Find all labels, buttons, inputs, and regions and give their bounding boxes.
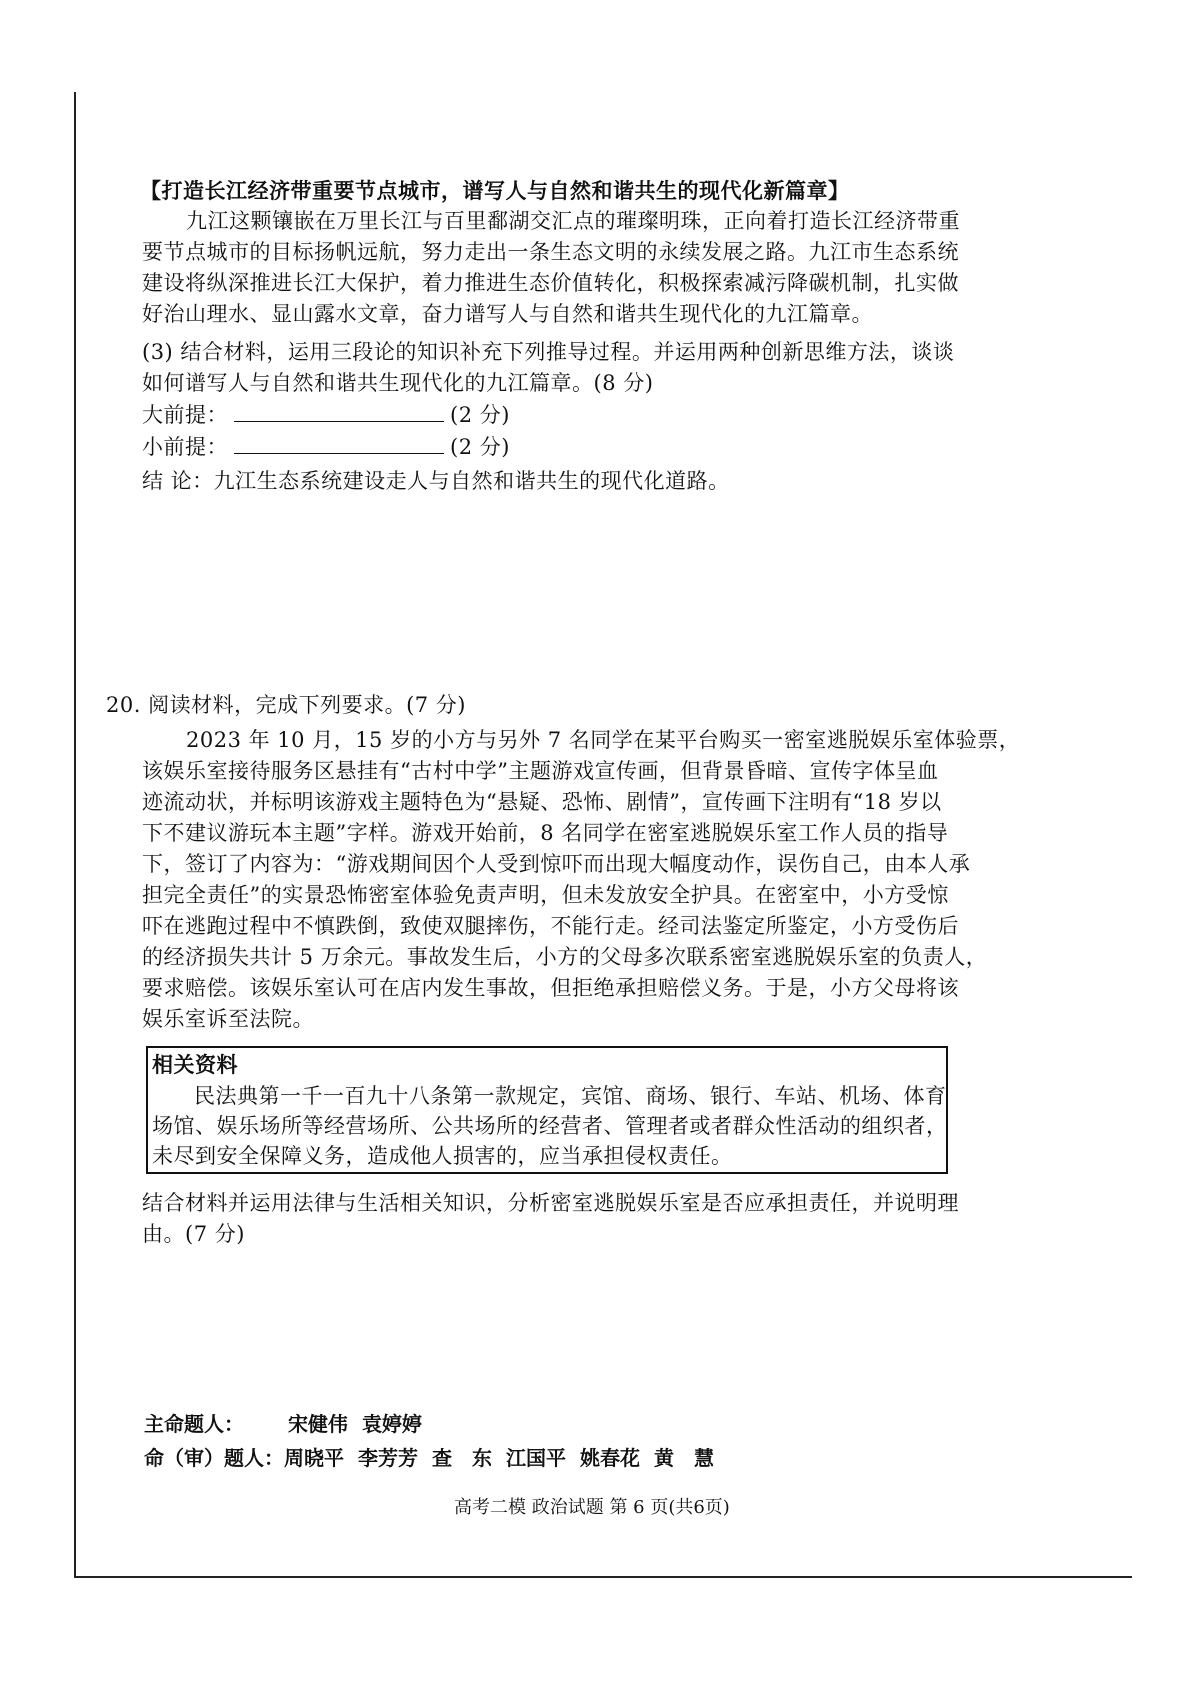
q20-para-line: 要求赔偿。该娱乐室认可在店内发生事故，但拒绝承担赔偿义务。于是，小方父母将该 xyxy=(142,976,959,1000)
review-author-name: 黄 慧 xyxy=(654,1446,714,1470)
page-left-border xyxy=(74,92,76,1578)
conclusion: 结 论：九江生态系统建设走人与自然和谐共生的现代化道路。 xyxy=(142,469,730,493)
question-3-line: 如何谱写人与自然和谐共生现代化的九江篇章。(8 分) xyxy=(142,371,654,395)
q20-para-line: 下，签订了内容为：“游戏期间因个人受到惊吓而出现大幅度动作，误伤自己，由本人承 xyxy=(142,852,971,876)
related-materials-title: 相关资料 xyxy=(152,1052,238,1077)
review-author-label: 命（审）题人： xyxy=(144,1446,284,1470)
q20-para-line: 迹流动状，并标明该游戏主题特色为“悬疑、恐怖、剧情”，宣传画下注明有“18 岁以 xyxy=(142,790,942,814)
review-author-name: 姚春花 xyxy=(580,1446,640,1470)
q20-para-line: 吓在逃跑过程中不慎跌倒，致使双腿摔伤，不能行走。经司法鉴定所鉴定，小方受伤后 xyxy=(142,914,959,938)
page-bottom-border xyxy=(74,1576,1132,1578)
chief-author-name: 宋健伟 xyxy=(287,1412,348,1436)
q20-para-line: 娱乐室诉至法院。 xyxy=(142,1007,314,1031)
review-author-name: 江国平 xyxy=(506,1446,566,1470)
major-premise xyxy=(142,400,510,430)
related-materials-line: 民法典第一千一百九十八条第一款规定，宾馆、商场、银行、车站、机场、体育 xyxy=(194,1084,947,1108)
related-materials-line: 场馆、娱乐场所等经营场所、公共场所的经营者、管理者或者群众性活动的组织者， xyxy=(152,1114,948,1138)
review-author-name: 周晓平 xyxy=(284,1446,344,1470)
question-20-heading: 20. 阅读材料，完成下列要求。(7 分) xyxy=(106,693,466,717)
related-materials-line: 未尽到安全保障义务，造成他人损害的，应当承担侵权责任。 xyxy=(152,1144,733,1168)
chief-author-label: 主命题人： xyxy=(144,1412,244,1436)
intro-line: 九江这颗镶嵌在万里长江与百里鄱湖交汇点的璀璨明珠，正向着打造长江经济带重 xyxy=(186,209,960,233)
major-premise-score: (2 分) xyxy=(450,403,510,427)
minor-premise-blank xyxy=(234,433,444,454)
major-premise-label: 大前提： xyxy=(142,403,228,427)
q20-para-line: 下不建议游玩本主题”字样。游戏开始前，8 名同学在密室逃脱娱乐室工作人员的指导 xyxy=(142,821,949,845)
minor-premise xyxy=(142,432,510,462)
q20-question-line: 由。(7 分) xyxy=(142,1222,245,1246)
question-3-line: (3) 结合材料，运用三段论的知识补充下列推导过程。并运用两种创新思维方法，谈谈 xyxy=(142,340,955,364)
review-author-row xyxy=(144,1444,714,1472)
q20-question-line: 结合材料并运用法律与生活相关知识，分析密室逃脱娱乐室是否应承担责任，并说明理 xyxy=(142,1191,959,1215)
q20-para-line: 的经济损失共计 5 万余元。事故发生后，小方的父母多次联系密室逃脱娱乐室的负责人， xyxy=(142,945,988,969)
chief-author-row xyxy=(144,1410,422,1438)
q20-para-line: 担完全责任”的实景恐怖密室体验免责声明，但未发放安全护具。在密室中，小方受惊 xyxy=(142,883,949,907)
intro-line: 要节点城市的目标扬帆远航，努力走出一条生态文明的永续发展之路。九江市生态系统 xyxy=(142,240,959,264)
q20-para-line: 2023 年 10 月，15 岁的小方与另外 7 名同学在某平台购买一密室逃脱娱乐室体验票， xyxy=(186,728,1021,752)
minor-premise-label: 小前提： xyxy=(142,435,228,459)
intro-line: 好治山理水、显山露水文章，奋力谱写人与自然和谐共生现代化的九江篇章。 xyxy=(142,302,873,326)
chief-author-name: 袁婷婷 xyxy=(361,1412,422,1436)
minor-premise-score: (2 分) xyxy=(450,435,510,459)
major-premise-blank xyxy=(234,401,444,422)
intro-line: 建设将纵深推进长江大保护，着力推进生态价值转化，积极探索减污降碳机制，扎实做 xyxy=(142,271,959,295)
page-footer: 高考二模 政治试题 第 6 页(共6页) xyxy=(454,1497,730,1518)
review-author-name: 李芳芳 xyxy=(358,1446,418,1470)
section-title: 【打造长江经济带重要节点城市，谱写人与自然和谐共生的现代化新篇章】 xyxy=(140,178,850,203)
q20-para-line: 该娱乐室接待服务区悬挂有“古村中学”主题游戏宣传画，但背景昏暗、宣传字体呈血 xyxy=(142,759,939,783)
review-author-name: 查 东 xyxy=(432,1446,492,1470)
